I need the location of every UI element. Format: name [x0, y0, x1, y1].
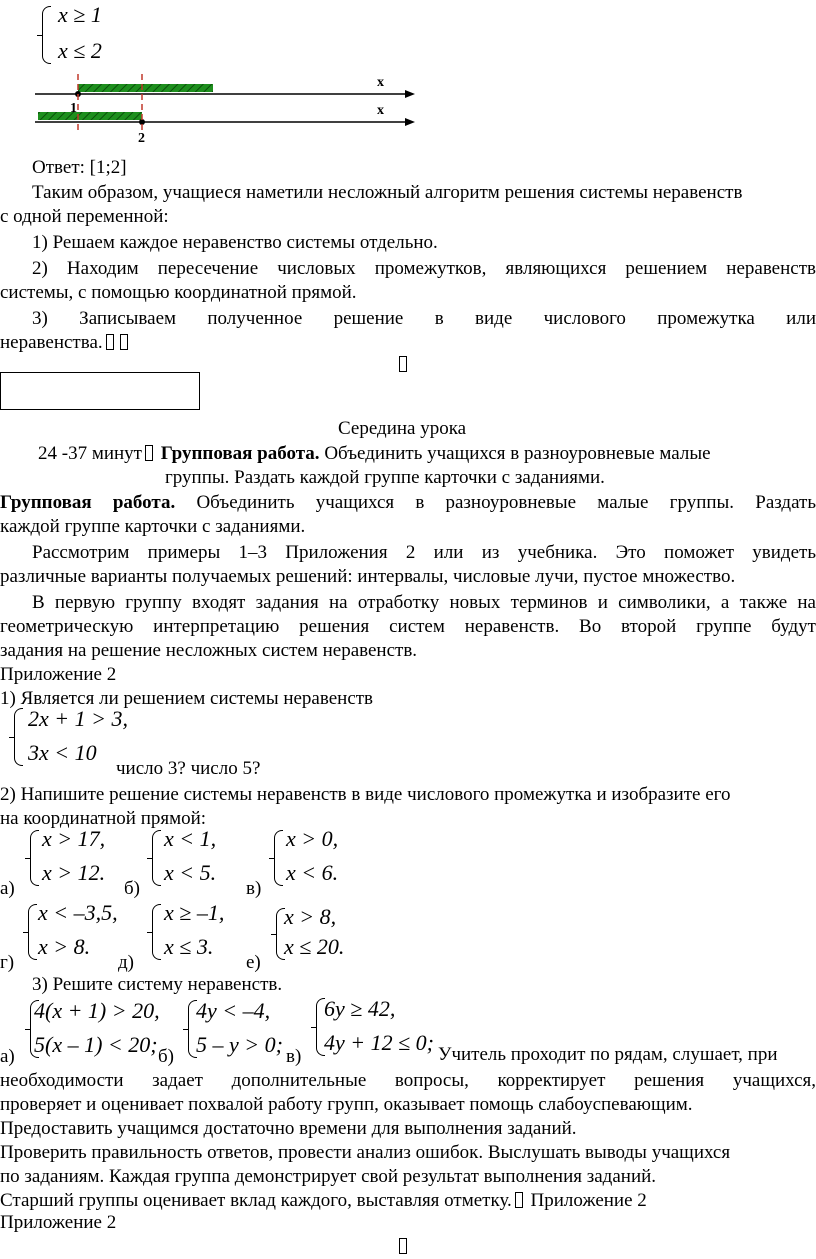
task3-title: 3) Решите систему неравенств.: [32, 974, 283, 995]
missing-glyph-icon: [120, 334, 128, 350]
task2-f-eq2: x ≤ 20.: [284, 934, 345, 959]
task2-d-eq1: x < –3,5,: [38, 900, 118, 925]
teacher-line1: Учитель проходит по рядам, слушает, при: [438, 1044, 778, 1065]
task2-e-eq1: x ≥ –1,: [164, 900, 225, 925]
task3-c-eq1: 6y ≥ 42,: [324, 996, 396, 1021]
closing-line3: по заданиям. Каждая группа демонстрирует свой результат выполнения заданий.: [0, 1166, 657, 1187]
task2-b-brace: [152, 830, 161, 886]
missing-glyph-icon: [515, 1192, 523, 1208]
top-system-line1: x ≥ 1: [58, 2, 102, 27]
teacher-line3: проверяет и оценивает похвалой работу групп, оказывает помощь слабоуспевающим.: [0, 1094, 693, 1115]
axis-label-x-1: x: [377, 75, 384, 90]
closing-line2: Проверить правильность ответов, провести анализ ошибок. Выслушать выводы учащихся: [0, 1142, 731, 1163]
group-para-rest: Объединить учащихся в разноуровневые малые группы. Раздать: [196, 492, 816, 513]
timing-bold: Групповая работа.: [160, 443, 320, 464]
hatch-region-2: [38, 112, 142, 120]
number-line-diagram: [30, 70, 430, 150]
task3-a-eq2: 5(x – 1) < 20;: [34, 1032, 158, 1057]
task2-e-brace: [152, 904, 161, 960]
task2-d-brace: [28, 904, 37, 960]
top-system-line2: x ≤ 2: [58, 38, 102, 63]
task2-c-eq2: x < 6.: [286, 860, 339, 885]
paragraph1-line1: Таким образом, учащиеся наметили несложный алгоритм решения системы неравенств: [32, 182, 743, 203]
missing-glyph-icon: [399, 1238, 407, 1254]
timing-line1: [38, 443, 711, 465]
teacher-line2: необходимости задает дополнительные вопросы, корректирует решения учащихся,: [0, 1070, 816, 1091]
task3-c-label: в): [286, 1046, 302, 1067]
task1-eq1: 2x + 1 > 3,: [28, 706, 128, 731]
task1-brace: [14, 708, 23, 766]
group-para-line1: [0, 492, 816, 514]
task2-d-eq2: x > 8.: [38, 934, 91, 959]
group-para-line2: каждой группе карточки с заданиями.: [0, 516, 306, 537]
top-system-brace: [42, 6, 51, 64]
axis-arrow-2: [405, 118, 415, 126]
task3-c-eq2: 4y + 12 ≤ 0;: [324, 1030, 435, 1055]
task2-a-brace: [30, 830, 39, 886]
answer-text: Ответ: [1;2]: [32, 157, 127, 178]
step-3-line1: 3) Записываем полученное решение в виде числового промежутка или: [32, 308, 816, 329]
hatch-region-1: [78, 84, 213, 92]
groups-line3: задания на решение несложных систем неравенств.: [0, 640, 418, 661]
task2-a-eq1: x > 17,: [42, 826, 106, 851]
task2-b-eq2: x < 5.: [164, 860, 217, 885]
task2-f-label: е): [246, 952, 261, 973]
task2-e-label: д): [118, 952, 134, 973]
task2-e-eq2: x ≤ 3.: [164, 934, 214, 959]
tick-label-2: 2: [138, 131, 145, 146]
mid-lesson-title: Середина урока: [338, 418, 467, 439]
task2-c-label: в): [246, 878, 262, 899]
step-3-line2: [0, 332, 131, 354]
axis-label-x-2: x: [377, 103, 384, 118]
closing-line4-text: Старший группы оценивает вклад каждого, выставляя отметку.: [0, 1190, 512, 1211]
closing-line1: Предоставить учащимся достаточно времени для выполнения заданий.: [0, 1118, 577, 1139]
timing-rest: Объединить учащихся в разноуровневые малые: [324, 443, 711, 464]
task1-eq2: 3x < 10: [28, 740, 97, 765]
missing-glyph-icon: [145, 445, 153, 461]
task1-tail: число 3? число 5?: [116, 758, 261, 779]
closing-line5: Приложение 2: [0, 1212, 117, 1233]
task2-b-eq1: x < 1,: [164, 826, 217, 851]
missing-glyph-icon: [106, 334, 114, 350]
step-2-line2: системы, с помощью координатной прямой.: [0, 282, 357, 303]
step-1: 1) Решаем каждое неравенство системы отдельно.: [32, 232, 438, 253]
groups-line2: геометрическую интерпретацию решения систем неравенств. Во второй группе будут: [0, 616, 816, 637]
task2-a-label: а): [0, 878, 15, 899]
task2-c-brace: [274, 830, 283, 886]
axis-arrow-1: [405, 90, 415, 98]
task2-c-eq1: x > 0,: [286, 826, 339, 851]
task2-line2: на координатной прямой:: [0, 808, 207, 829]
task3-b-label: б): [158, 1046, 174, 1067]
timing-line2: группы. Раздать каждой группе карточки с заданиями.: [165, 467, 605, 488]
task1-question: 1) Является ли решением системы неравенств: [0, 688, 374, 709]
task3-a-eq1: 4(x + 1) > 20,: [34, 998, 160, 1023]
appendix-title: Приложение 2: [0, 664, 117, 685]
closing-line4: [0, 1190, 647, 1212]
timing-minutes: 24 -37 минут: [38, 443, 142, 464]
empty-frame: [0, 372, 200, 410]
group-para-bold: Групповая работа.: [0, 492, 176, 513]
task2-a-eq2: x > 12.: [42, 860, 106, 885]
task3-b-eq2: 5 – y > 0;: [196, 1032, 283, 1057]
examples-line2: различные варианты получаемых решений: интервалы, числовые лучи, пустое множество.: [0, 566, 736, 587]
missing-glyph-icon: [399, 356, 407, 372]
task2-line1: 2) Напишите решение системы неравенств в виде числового промежутка и изобразите его: [0, 784, 731, 805]
step-3-line2-text: неравенства.: [0, 332, 103, 353]
examples-line1: Рассмотрим примеры 1–3 Приложения 2 или из учебника. Это поможет увидеть: [32, 542, 816, 563]
task3-b-eq1: 4y < –4,: [196, 998, 271, 1023]
task3-a-label: а): [0, 1046, 15, 1067]
task2-f-eq1: x > 8,: [284, 904, 337, 929]
task2-b-label: б): [124, 878, 140, 899]
paragraph1-line2: с одной переменной:: [0, 206, 169, 227]
step-2-line1: 2) Находим пересечение числовых промежутков, являющихся решением неравенств: [32, 258, 816, 279]
task2-d-label: г): [0, 952, 15, 973]
tick-label-1: 1: [70, 101, 77, 116]
closing-line4-tail: Приложение 2: [530, 1190, 647, 1211]
groups-line1: В первую группу входят задания на отработку новых терминов и символики, а также на: [32, 592, 816, 613]
